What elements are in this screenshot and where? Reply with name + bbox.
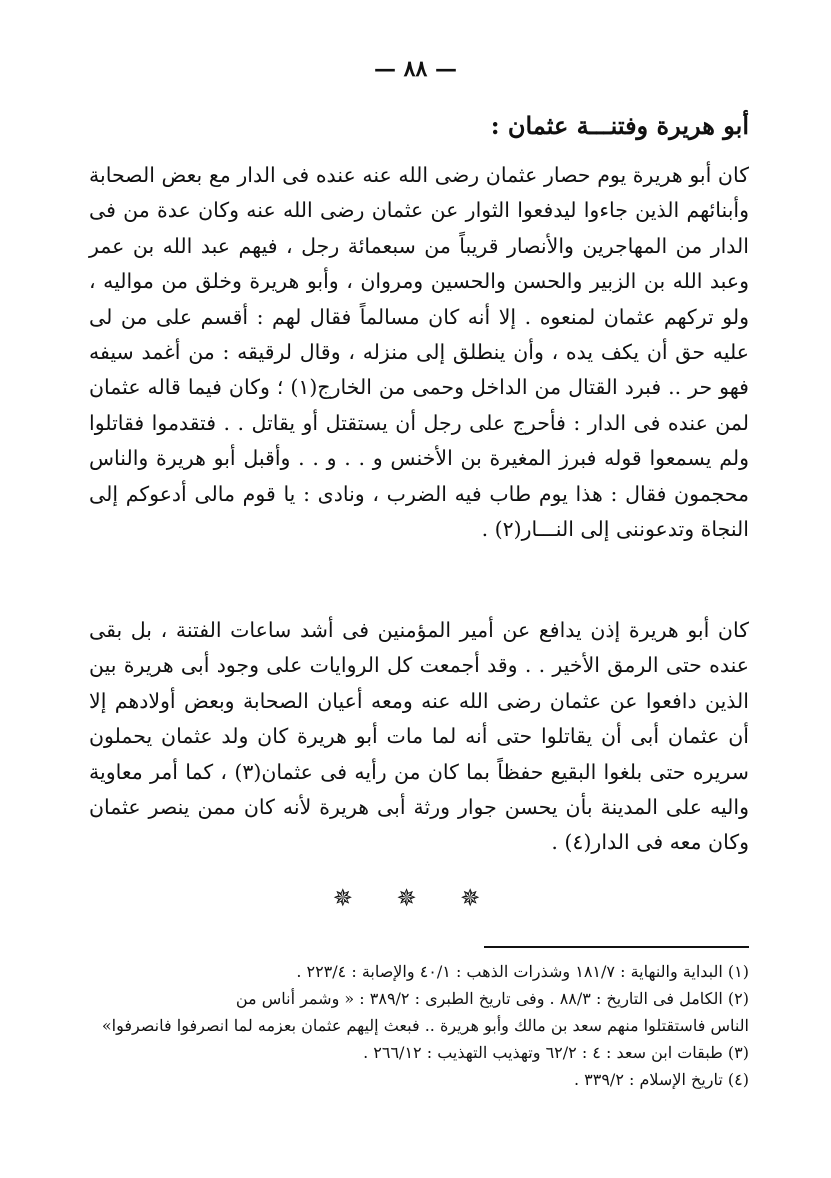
body-paragraph-1: كان أبو هريرة يوم حصار عثمان رضى الله عنه عنده فى الدار مع بعض الصحابة وأبنائهم الذين جاءوا ليدفعوا الثوار عن عثمان رضى الله عنه وكان عدة من فى الدار من المهاجرين والأنصار قريباً من سبعمائة رجل ، فيهم عبد الله بن عمر وعبد الله بن الزبير والحسن والحسين ومروان ، وأبو هريرة وخلق من مواليه ، ولو تركهم عثمان لمنعوه . إلا أنه كان مسالماً فقال لهم : أقسم على من لى عليه حق أن يكف يده ، وأن ينطلق إلى منزله ، وقال لرقيقه : من أغمد سيفه فهو حر .. فبرد القتال من الداخل وحمى من الخارج(١) ؛ وكان فيما قاله عثمان لمن عنده فى الدار : فأحرج على رجل أن يستقتل أو يقاتل . . فتقدموا فقاتلوا ولم يسمعوا قوله فبرز المغيرة بن الأخنس و . . و . . وأقبل أبو هريرة والناس محجمون فقال : هذا يوم طاب فيه الضرب ، ونادى : يا قوم مالى أدعوكم إلى النجاة وتدعوننى إلى النـــار(٢) .: [89, 163, 749, 542]
body-paragraph-2: كان أبو هريرة إذن يدافع عن أمير المؤمنين فى أشد ساعات الفتنة ، بل بقى عنده حتى الرمق الأخير . . وقد أجمعت كل الروايات على وجود أبى هريرة بين الذين دافعوا عن عثمان رضى الله عنه ومعه أعيان الصحابة وبعض أولادهم إلا أن عثمان أبى أن يقاتلوا حتى أنه لما مات أبو هريرة كان ولد عثمان يحملون سريره حتى بلغوا البقيع حفظاً بما كان من رأيه فى عثمان(٣) ، كما أمر معاوية واليه على المدينة بأن يحسن جوار ورثة أبى هريرة لأنه كان ممن ينصر عثمان وكان معه فى الدار(٤) .: [89, 618, 749, 855]
footnote-separator: [484, 946, 749, 948]
section-divider-stars: ✵ ✵ ✵: [332, 884, 499, 912]
footnote-3: (٣) طبقات ابن سعد : ٤ : ٦٢/٢ وتهذيب التهذيب : ٢٦٦/١٢ .: [363, 1043, 749, 1062]
footnote-2-continuation: الناس فاستقتلوا منهم سعد بن مالك وأبو هريرة .. فبعث إليهم عثمان بعزمه لما انصرفوا فانصرفوا»: [101, 1016, 749, 1035]
page-number: — ٨٨ —: [374, 56, 457, 82]
footnote-4: (٤) تاريخ الإسلام : ٣٣٩/٢ .: [573, 1070, 749, 1089]
footnotes: [79, 958, 749, 1093]
footnote-1: (١) البداية والنهاية : ١٨١/٧ وشذرات الذهب : ٤٠/١ والإصابة : ٢٢٣/٤ .: [296, 962, 749, 981]
footnote-2: (٢) الكامل فى التاريخ : ٨٨/٣ . وفى تاريخ الطبرى : ٣٨٩/٢ : « وشمر أناس من: [235, 989, 749, 1008]
section-heading: أبو هريرة وفتنـــة عثمان :: [490, 111, 749, 140]
